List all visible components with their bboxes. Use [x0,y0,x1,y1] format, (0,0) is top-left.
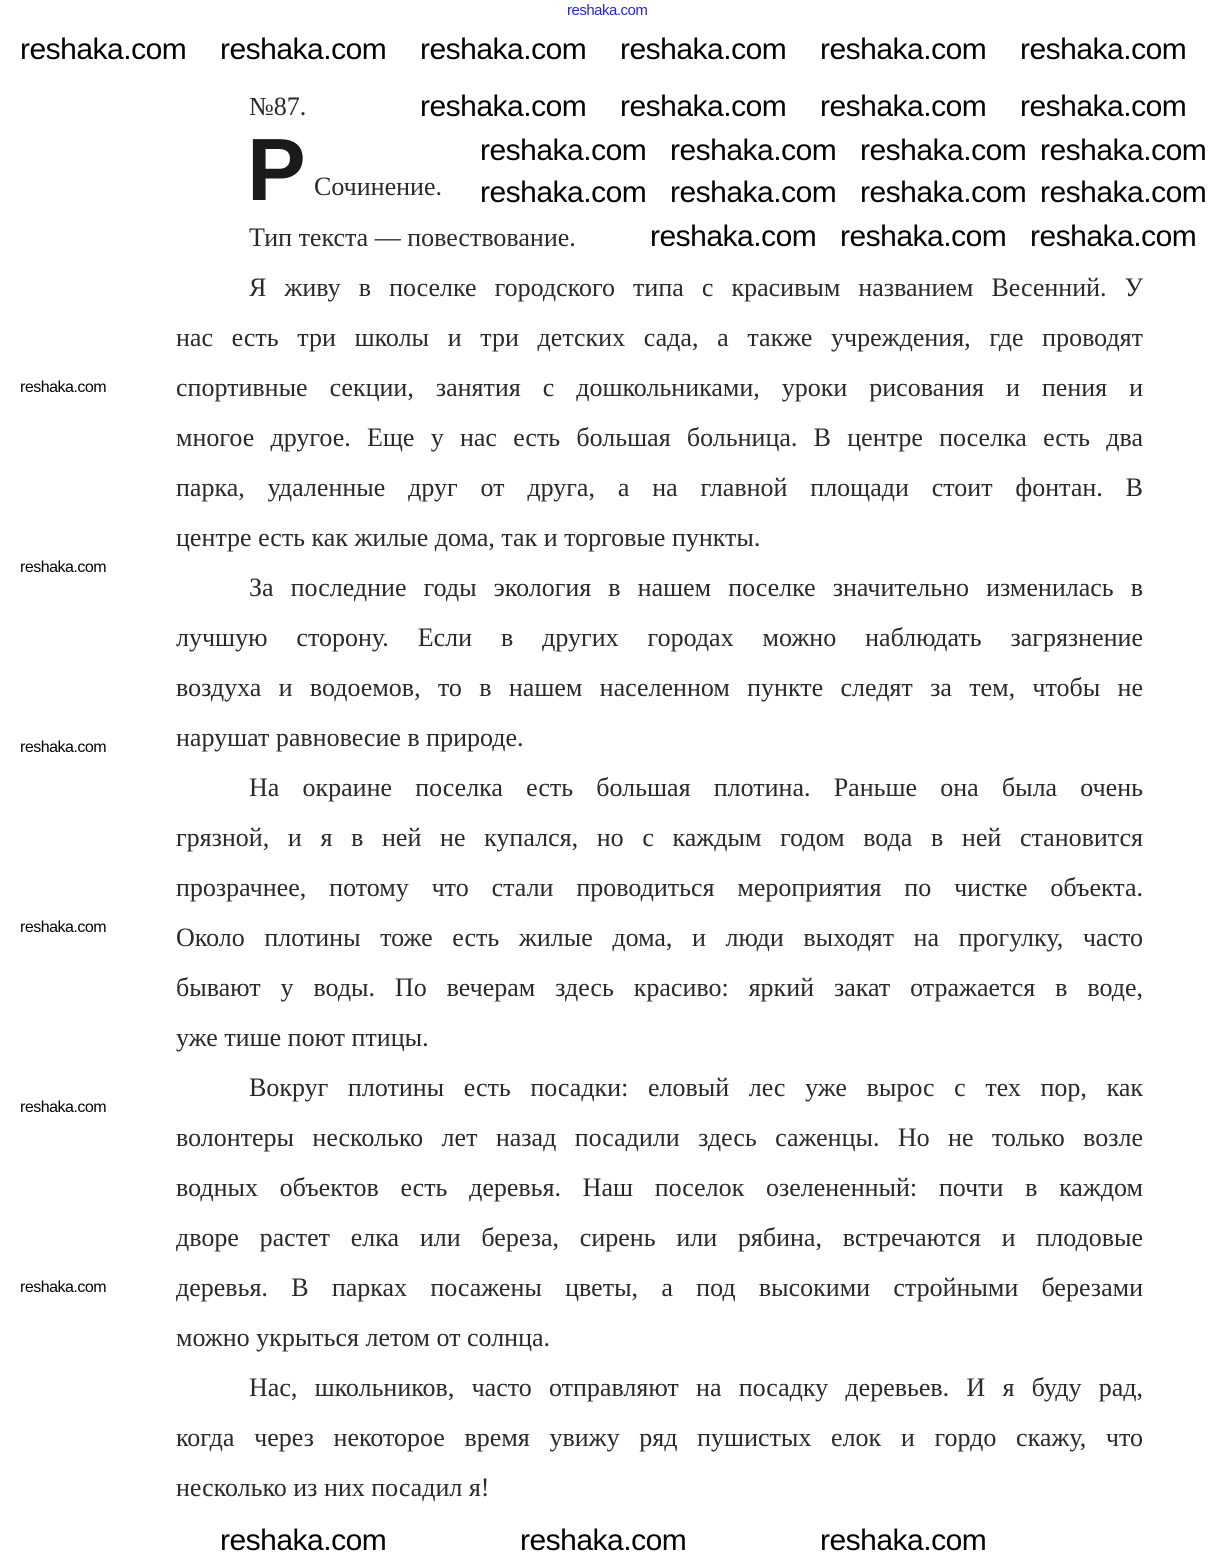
text-line: центре есть как жилые дома, так и торговые пункты. [176,523,761,552]
text-line: парка, удаленные друг от друга, а на главной площади стоит фонтан. В [176,473,1143,502]
text-line: грязной, и я в ней не купался, но с каждым годом вода в ней становится [176,823,1143,852]
text-line: Нас, школьников, часто отправляют на посадку деревьев. И я буду рад, [249,1373,1143,1402]
text-line: Вокруг плотины есть посадки: еловый лес уже вырос с тех пор, как [249,1073,1143,1102]
text-line: многое другое. Еще у нас есть большая больница. В центре поселка есть два [176,423,1143,452]
text-line: За последние годы экология в нашем поселке значительно изменилась в [249,573,1143,602]
site-link[interactable]: reshaka.com [567,2,648,19]
watermark: reshaka.com [1030,220,1197,253]
text-line: Около плотины тоже есть жилые дома, и люди выходят на прогулку, часто [176,923,1143,952]
exercise-number: №87. [249,92,307,121]
watermark: reshaka.com [220,33,387,66]
watermark: reshaka.com [820,33,987,66]
watermark: reshaka.com [420,90,587,123]
watermark: reshaka.com [20,919,107,936]
watermark: reshaka.com [860,176,1027,209]
watermark: reshaka.com [620,90,787,123]
watermark: reshaka.com [620,33,787,66]
watermark: reshaka.com [420,33,587,66]
text-line: несколько из них посадил я! [176,1473,490,1502]
watermark: reshaka.com [1020,90,1187,123]
text-line: бывают у воды. По вечерам здесь красиво: яркий закат отражается в воде, [176,973,1143,1002]
essay-title: Сочинение. [314,172,442,201]
watermark: reshaka.com [1020,33,1187,66]
text-type: Тип текста — повествование. [249,223,576,252]
watermark: reshaka.com [20,1099,107,1116]
watermark: reshaka.com [480,176,647,209]
dropcap-icon: Р [247,120,306,219]
watermark: reshaka.com [20,1279,107,1296]
watermark: reshaka.com [20,33,187,66]
text-line: воздуха и водоемов, то в нашем населенном пункте следят за тем, чтобы не [176,673,1143,702]
watermark: reshaka.com [820,90,987,123]
essay-body [176,263,1143,1513]
text-line: уже тише поют птицы. [176,1023,429,1052]
watermark: reshaka.com [20,379,107,396]
text-line: дворе растет елка или береза, сирень или рябина, встречаются и плодовые [176,1223,1143,1252]
watermark: reshaka.com [1040,134,1207,167]
watermark: reshaka.com [220,1524,387,1557]
text-line: волонтеры несколько лет назад посадили здесь саженцы. Но не только возле [176,1123,1143,1152]
text-line: нарушат равновесие в природе. [176,723,524,752]
watermark: reshaka.com [20,739,107,756]
text-line: можно укрыться летом от солнца. [176,1323,551,1352]
watermark: reshaka.com [1040,176,1207,209]
watermark: reshaka.com [670,134,837,167]
watermark: reshaka.com [20,559,107,576]
text-line: прозрачнее, потому что стали проводиться мероприятия по чистке объекта. [176,873,1143,902]
text-line: лучшую сторону. Если в других городах можно наблюдать загрязнение [176,623,1143,652]
text-line: спортивные секции, занятия с дошкольниками, уроки рисования и пения и [176,373,1143,402]
watermark: reshaka.com [520,1524,687,1557]
watermark: reshaka.com [670,176,837,209]
watermark: reshaka.com [650,220,817,253]
text-line: водных объектов есть деревья. Наш поселок озелененный: почти в каждом [176,1173,1143,1202]
watermark: reshaka.com [860,134,1027,167]
watermark: reshaka.com [840,220,1007,253]
text-line: когда через некоторое время увижу ряд пушистых елок и гордо скажу, что [176,1423,1143,1452]
text-line: нас есть три школы и три детских сада, а также учреждения, где проводят [176,323,1143,352]
text-line: деревья. В парках посажены цветы, а под высокими стройными березами [176,1273,1143,1302]
watermark: reshaka.com [820,1524,987,1557]
text-line: Я живу в поселке городского типа с красивым названием Весенний. У [249,273,1143,302]
watermark: reshaka.com [480,134,647,167]
text-line: На окраине поселка есть большая плотина. Раньше она была очень [249,773,1143,802]
